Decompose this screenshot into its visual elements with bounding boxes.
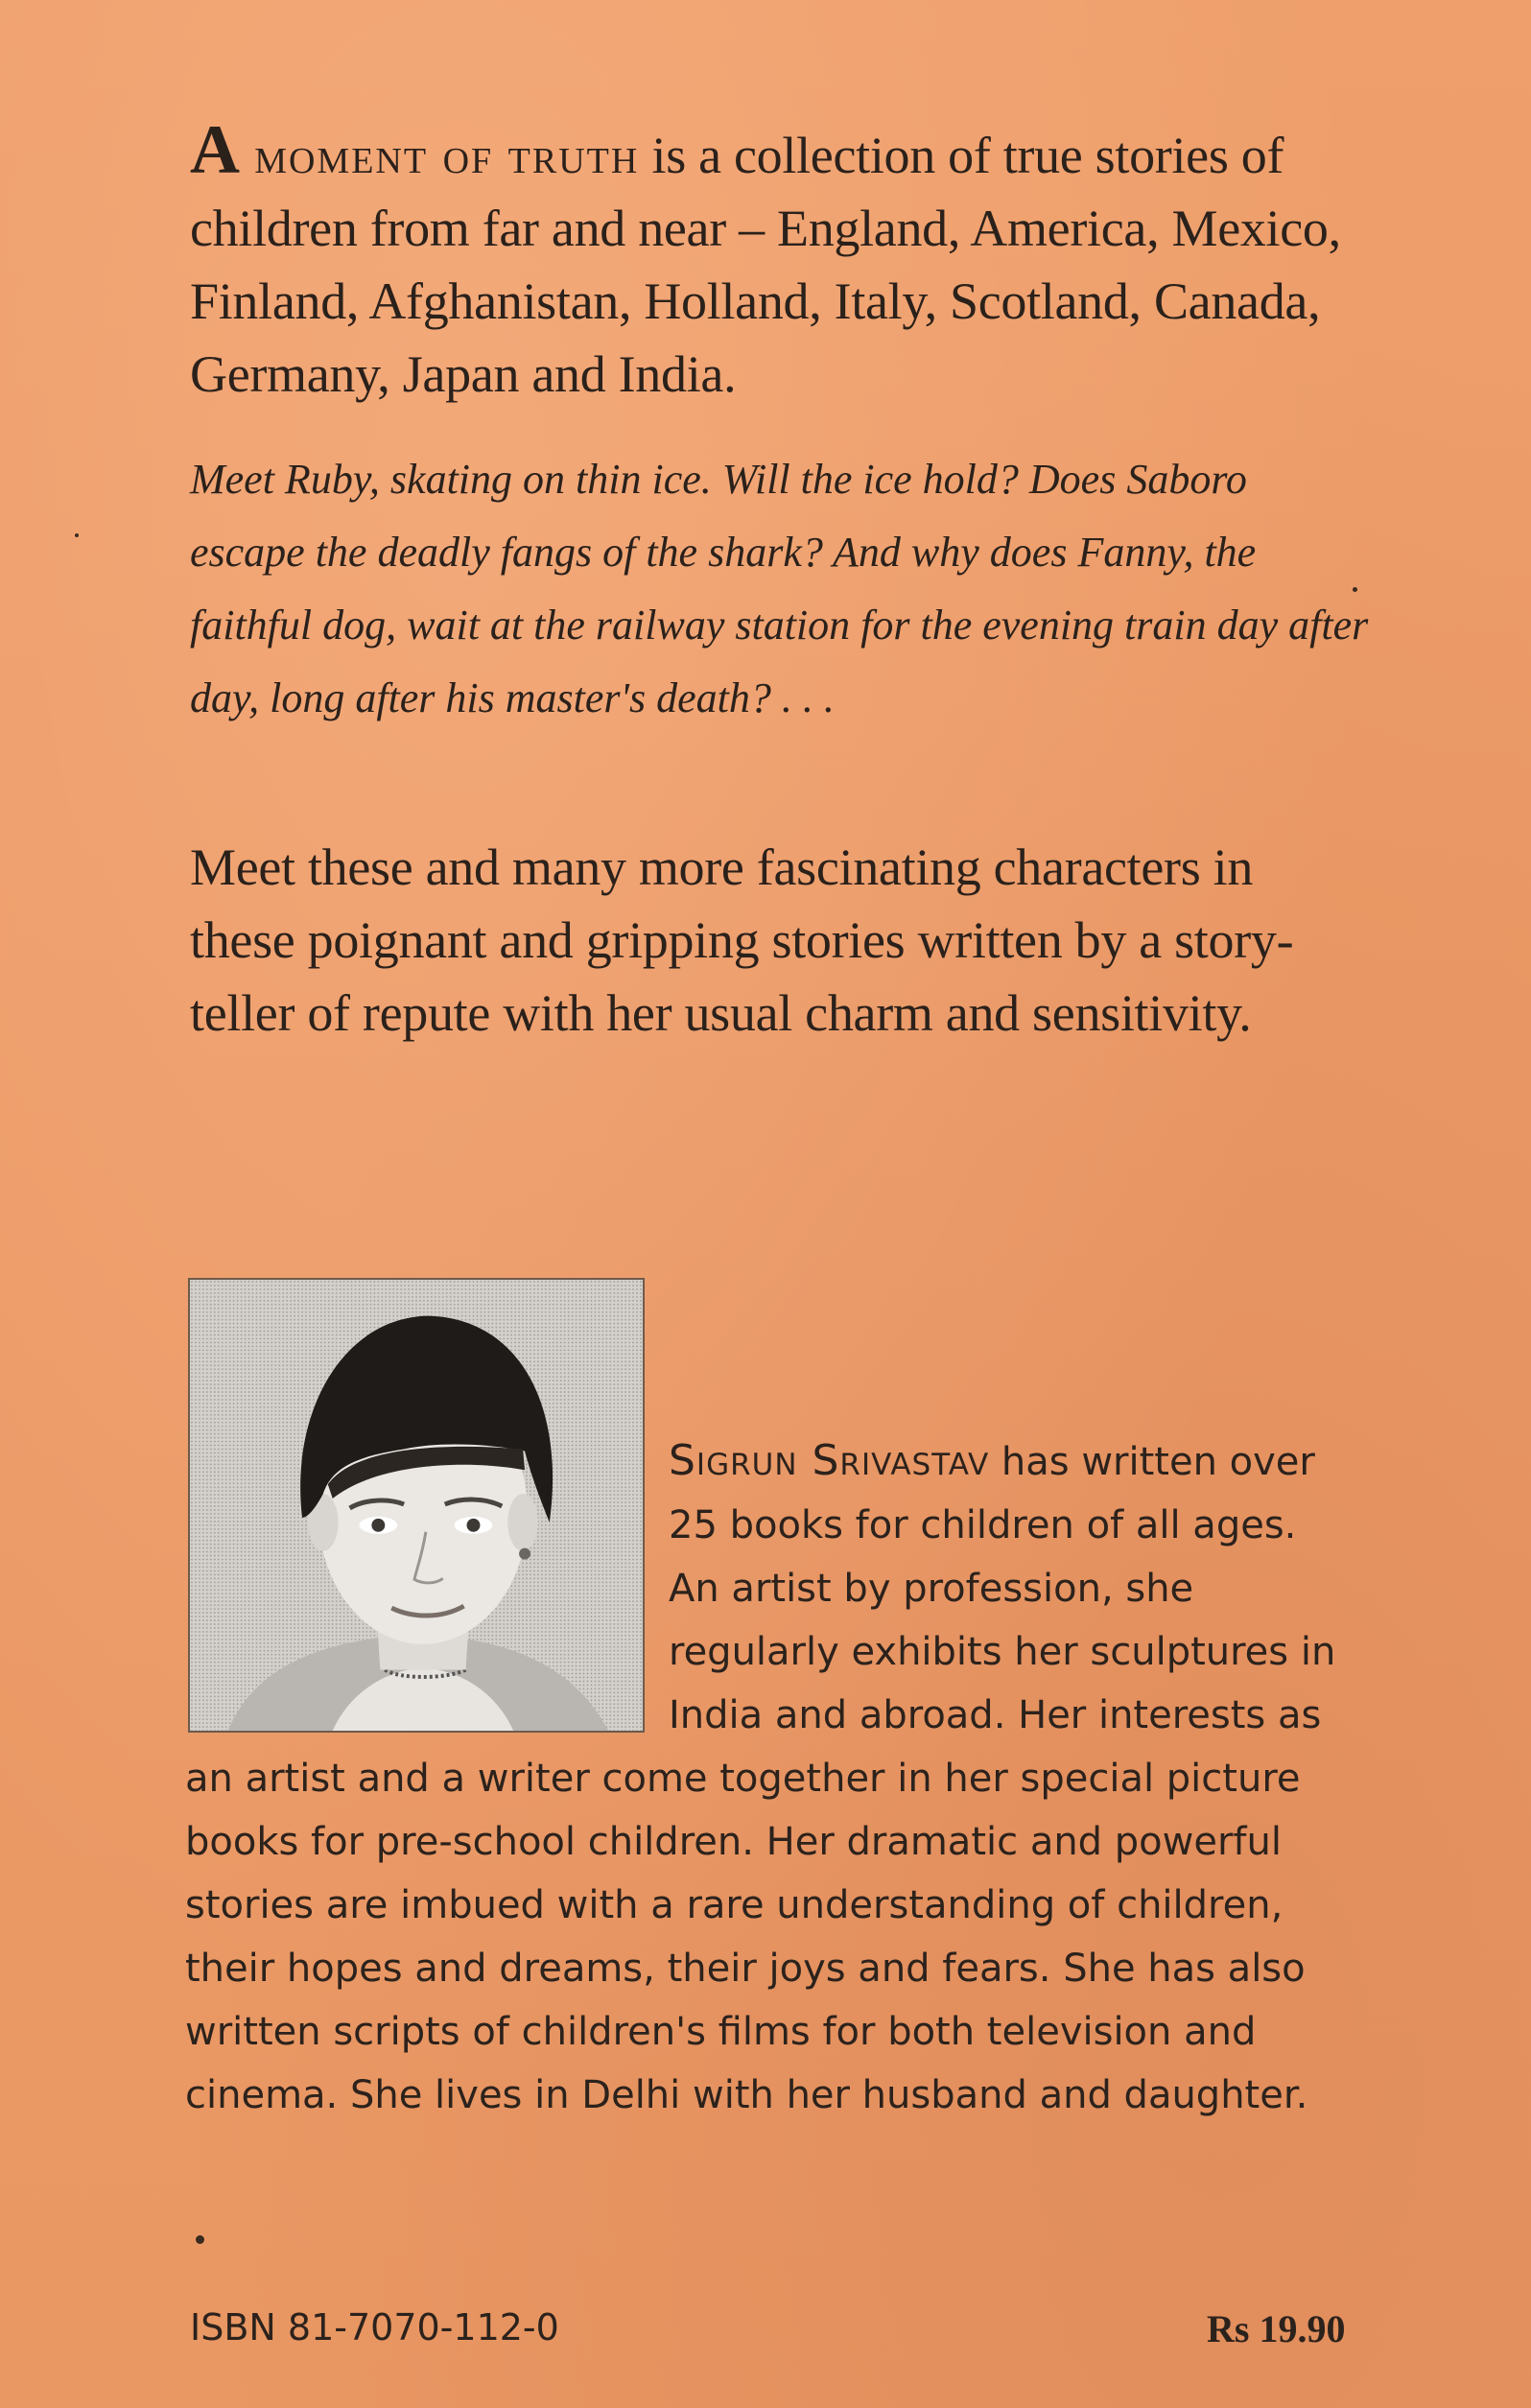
- isbn-label: ISBN 81-7070-112-0: [190, 2306, 559, 2349]
- price-label: Rs 19.90: [1207, 2307, 1346, 2350]
- blurb-teaser: Meet Ruby, skating on thin ice. Will the ice hold? Does Saboro escape the deadly fangs of the shark? And why does Fanny, the faithful dog, wait at the railway station for the evening train day after day, long after his master's death? . . .: [190, 456, 1369, 721]
- author-bio-body: has written over 25 books for children of all ages. An artist by profession, she regularly exhibits her sculptures in India and abroad. Her interests as an artist and a writer come together in her special picture books for pre-school children. Her dramatic and powerful stories are imbued with a rare understanding of children, their hopes and dreams, their joys and fears. She has also written scripts of children's films for both television and cinema. She lives in Delhi with her husband and daughter.: [185, 1440, 1336, 2117]
- blurb-intro: [190, 113, 1370, 411]
- print-speck: [196, 2235, 204, 2244]
- book-title-initial: A: [190, 111, 240, 188]
- blurb-outro: Meet these and many more fascinating characters in these poignant and gripping stories written by a story-teller of repute with her usual charm and sensitivity.: [190, 838, 1294, 1042]
- author-bio: [185, 1278, 1346, 2127]
- print-speck: [1353, 587, 1357, 592]
- author-name: Sigrun Srivastav: [669, 1436, 990, 1485]
- photo-spacer: [185, 1278, 669, 1740]
- print-speck: [75, 533, 79, 537]
- book-title: moment of truth: [239, 127, 640, 184]
- blurb-intro-text: is a collection of true stories of children from far and near – England, America, Mexico, Finland, Afghanistan, Holland, Italy, Scotland, Canada, Germany, Japan and India.: [190, 127, 1341, 403]
